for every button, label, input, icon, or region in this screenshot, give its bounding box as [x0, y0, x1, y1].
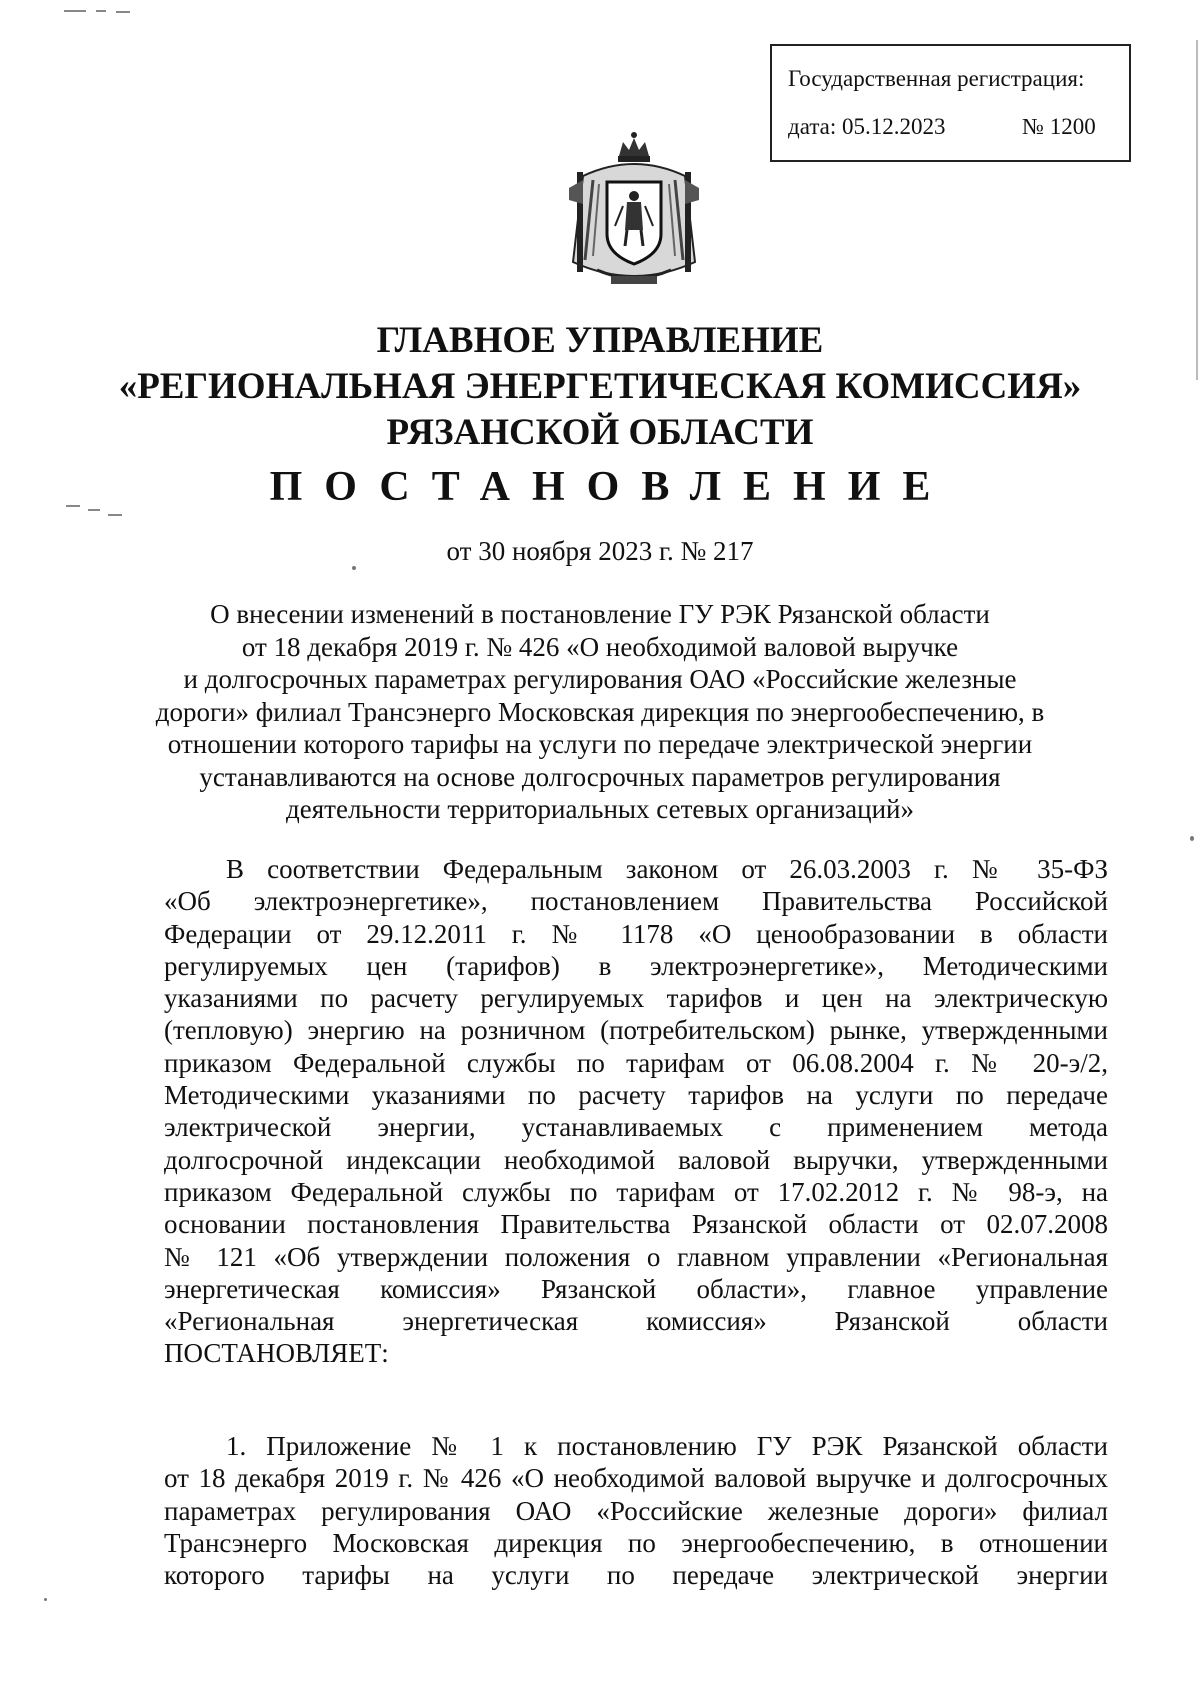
organization-name [60, 318, 1140, 456]
body-line: энергетическая комиссия» Рязанской области», главное управление [164, 1273, 1108, 1304]
organization-name-line: РЯЗАНСКОЙ ОБЛАСТИ [386, 412, 814, 453]
subject-line: отношении которого тарифы на услуги по передаче электрической энергии [167, 729, 1033, 759]
body-line: долгосрочной индексации необходимой валовой выручки, утвержденными [164, 1144, 1108, 1175]
body-line: Трансэнерго Московская дирекция по энергообеспечению, в отношении [164, 1527, 1108, 1558]
scan-artifact [108, 514, 122, 516]
subject-line: и долгосрочных параметрах регулирования ОАО «Российские железные [183, 664, 1017, 694]
subject-line: дороги» филиал Трансэнерго Московская дирекция по энергообеспечению, в [155, 696, 1045, 727]
subject-line: О внесении изменений в постановление ГУ РЭК Рязанской области [210, 599, 990, 629]
body-line: В соответствии Федеральным законом от 26.03.2003 г. № 35-ФЗ [226, 854, 1108, 884]
body-line: (тепловую) энергию на розничном (потребительском) рынке, утвержденными [164, 1015, 1108, 1046]
body-line: параметрах регулирования ОАО «Российские железные дороги» филиал [164, 1495, 1108, 1526]
document-date-number: от 30 ноября 2023 г. № 217 [446, 536, 754, 566]
scan-artifact [44, 1598, 47, 1601]
body-line: которого тарифы на услуги по передаче электрической энергии [164, 1560, 1108, 1591]
body-line: Федерации от 29.12.2011 г. № 1178 «О ценообразовании в области [164, 918, 1108, 949]
body-line: приказом Федеральной службы по тарифам от 06.08.2004 г. № 20-э/2, [164, 1047, 1108, 1078]
body-line: приказом Федеральной службы по тарифам от 17.02.2012 г. № 98-э, на [164, 1176, 1108, 1207]
body-line: № 121 «Об утверждении положения о главном управлении «Региональная [164, 1241, 1108, 1272]
document-subject [150, 598, 1050, 826]
body-line: регулируемых цен (тарифов) в электроэнергетике», Методическими [164, 950, 1108, 981]
body-line: электрической энергии, устанавливаемых с применением метода [164, 1112, 1108, 1143]
body-line: основании постановления Правительства Рязанской области от 02.07.2008 [164, 1209, 1108, 1240]
registration-date: дата: 05.12.2023 [788, 114, 946, 139]
subject-line: устанавливаются на основе долгосрочных параметров регулирования [199, 761, 1001, 792]
subject-line: от 18 декабря 2019 г. № 426 «О необходимой валовой выручке [241, 631, 959, 662]
scan-artifact [1190, 836, 1194, 841]
body-line: указаниями по расчету регулируемых тарифов и цен на электрическую [164, 983, 1108, 1014]
scan-artifact [116, 11, 130, 13]
body-line-resolves: ПОСТАНОВЛЯЕТ: [164, 1338, 389, 1369]
scan-artifact [64, 10, 86, 12]
ryazan-coat-of-arms-icon [563, 130, 705, 290]
preamble-paragraph [164, 853, 1108, 1370]
body-line: 1. Приложение № 1 к постановлению ГУ РЭК Рязанской области [226, 1431, 1108, 1461]
registration-number: № 1200 [1022, 114, 1096, 139]
body-line: «Региональная энергетическая комиссия» Рязанской области [164, 1306, 1108, 1337]
body-line: Методическими указаниями по расчету тарифов на услуги по передаче [164, 1080, 1108, 1111]
scan-artifact [1196, 40, 1198, 380]
document-type-title: ПОСТАНОВЛЕНИЕ [269, 464, 953, 510]
clause-1-paragraph [164, 1430, 1108, 1591]
organization-name-line: ГЛАВНОЕ УПРАВЛЕНИЕ [376, 320, 824, 361]
subject-line: деятельности территориальных сетевых организаций» [286, 794, 914, 824]
scan-artifact [96, 10, 106, 12]
body-line: «Об электроэнергетике», постановлением Правительства Российской [164, 886, 1108, 917]
body-line: от 18 декабря 2019 г. № 426 «О необходимой валовой выручке и долгосрочных [164, 1463, 1108, 1494]
organization-name-line: «РЕГИОНАЛЬНАЯ ЭНЕРГЕТИЧЕСКАЯ КОМИССИЯ» [118, 366, 1082, 407]
registration-box [770, 44, 1131, 162]
registration-title: Государственная регистрация: [788, 66, 1085, 91]
